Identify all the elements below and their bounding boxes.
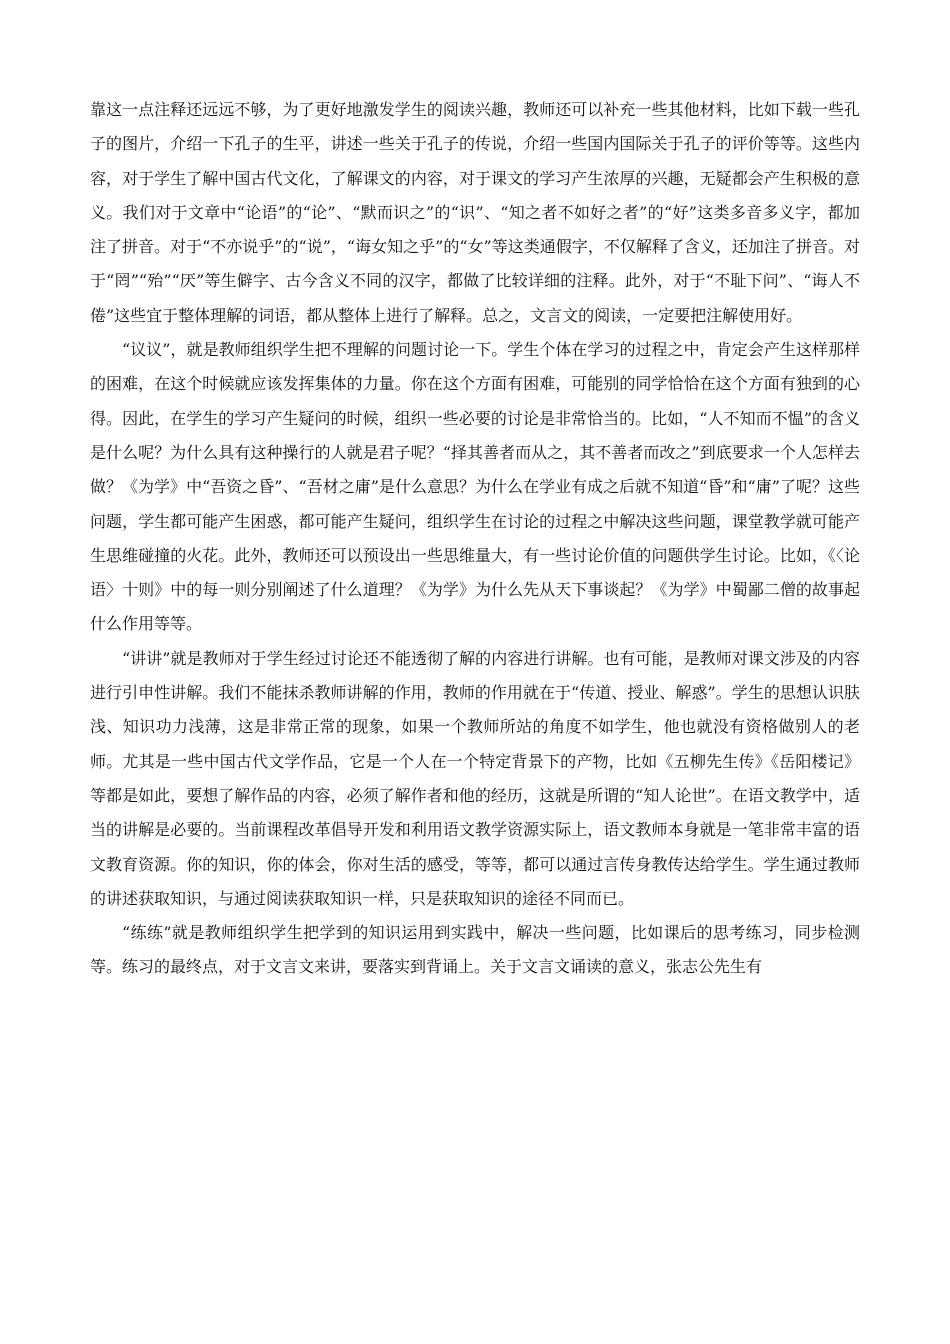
paragraph-1: 靠这一点注释还远远不够，为了更好地激发学生的阅读兴趣，教师还可以补充一些其他材料，比如下载一些孔子的图片，介绍一下孔子的生平，讲述一些关于孔子的传说，介绍一些国内国际关于孔子的评价等等。这些内容，对于学生了解中国古代文化，了解课文的内容，对于课文的学习产生浓厚的兴趣，无疑都会产生积极的意义。我们对于文章中“论语”的“论”、“默而识之”的“识”、“知之者不如好之者”的“好”这类多音多义字，都加注了拼音。对于“不亦说乎”的“说”，“诲女知之乎”的“女”等这类通假字，不仅解释了含义，还加注了拼音。对于“罔”“殆”“厌”等生僻字、古今含义不同的汉字，都做了比较详细的注释。此外，对于“不耻下问”、“诲人不倦”这些宜于整体理解的词语，都从整体上进行了解释。总之，文言文的阅读，一定要把注解使用好。 <box>90 100 860 325</box>
document-page <box>90 93 860 985</box>
paragraph-3: “讲讲”就是教师对于学生经过讨论还不能透彻了解的内容进行讲解。也有可能，是教师对课文涉及的内容进行引申性讲解。我们不能抹杀教师讲解的作用，教师的作用就在于“传道、授业、解惑”。学生的思想认识肤浅、知识功力浅薄，这是非常正常的现象，如果一个教师所站的角度不如学生，他也就没有资格做别人的老师。尤其是一些中国古代文学作品，它是一个人在一个特定背景下的产物，比如《五柳先生传》《岳阳楼记》等都是如此，要想了解作品的内容，必须了解作者和他的经历，这就是所谓的“知人论世”。在语文教学中，适当的讲解是必要的。当前课程改革倡导开发和利用语文教学资源实际上，语文教师本身就是一笔非常丰富的语文教育资源。你的知识，你的体会，你对生活的感受，等等，都可以通过言传身教传达给学生。学生通过教师的讲述获取知识，与通过阅读获取知识一样，只是获取知识的途径不同而已。 <box>90 648 860 908</box>
paragraph-2: “议议”，就是教师组织学生把不理解的问题讨论一下。学生个体在学习的过程之中，肯定会产生这样那样的困难，在这个时候就应该发挥集体的力量。你在这个方面有困难，可能别的同学恰恰在这个方面有独到的心得。因此，在学生的学习产生疑问的时候，组织一些必要的讨论是非常恰当的。比如，“人不知而不愠”的含义是什么呢？为什么具有这种操行的人就是君子呢？“择其善者而从之，其不善者而改之”到底要求一个人怎样去做？《为学》中“吾资之昏”、“吾材之庸”是什么意思？为什么在学业有成之后就不知道“昏”和“庸”了呢？这些问题，学生都可能产生困惑，都可能产生疑问，组织学生在讨论的过程之中解决这些问题，课堂教学就可能产生思维碰撞的火花。此外，教师还可以预设出一些思维量大，有一些讨论价值的问题供学生讨论。比如，《〈论语〉十则》中的每一则分别阐述了什么道理？《为学》为什么先从天下事谈起？《为学》中蜀鄙二僧的故事起什么作用等等。 <box>90 340 860 634</box>
paragraph-4: “练练”就是教师组织学生把学到的知识运用到实践中，解决一些问题，比如课后的思考练习，同步检测等。练习的最终点，对于文言文来讲，要落实到背诵上。关于文言文诵读的意义，张志公先生有 <box>90 923 860 977</box>
